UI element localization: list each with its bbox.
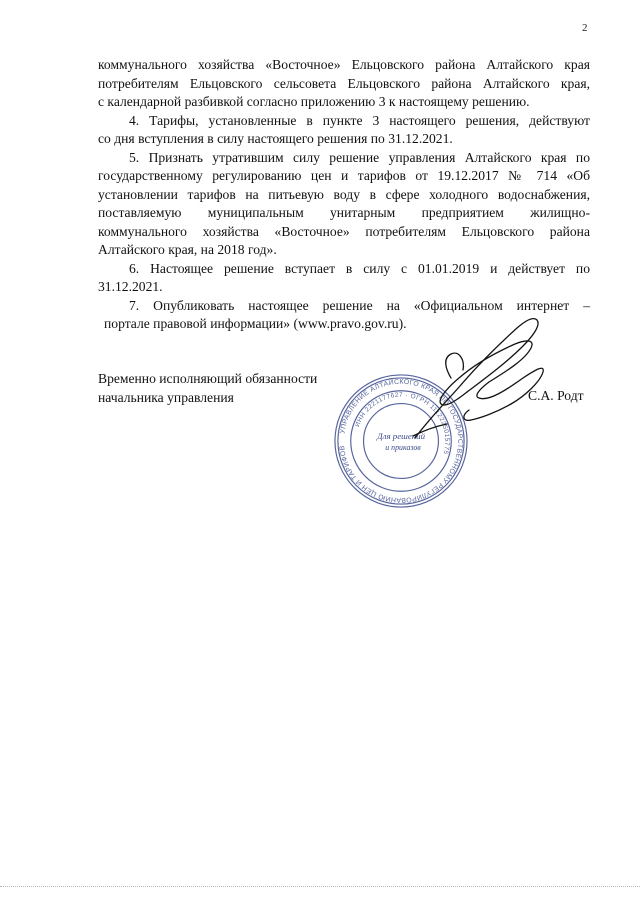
position-line-2: начальника управления	[98, 389, 234, 405]
handwritten-signature	[385, 308, 560, 448]
text-line: с календарной разбивкой согласно приложению 3 к настоящему решению.	[98, 94, 530, 109]
signatory-position	[98, 370, 358, 407]
text-line: коммунального хозяйства «Восточное» потребителям Ельцовского района	[98, 223, 590, 239]
text-line: коммунального хозяйства «Восточное» Ельцовского района Алтайского края	[98, 57, 590, 72]
text-line: потребителям Ельцовского сельсовета Ельцовского района Алтайского края,	[98, 75, 590, 91]
text-line: 31.12.2021.	[98, 279, 163, 294]
text-line: установлении тарифов на питьевую воду в сфере холодного водоснабжения,	[98, 186, 590, 202]
text-line: 4. Тарифы, установленные в пункте 3 настоящего решения, действуют	[129, 112, 590, 128]
paragraph-continuation	[98, 56, 590, 112]
text-line: государственному регулированию цен и тарифов от 19.12.2017 № 714 «Об	[98, 168, 590, 183]
seal-center-line-2: и приказов	[385, 442, 421, 452]
seal-outer-text: УПРАВЛЕНИЕ АЛТАЙСКОГО КРАЯ ПО ГОСУДАРСТВЕННОМУ РЕГУЛИРОВАНИЮ ЦЕН И ТАРИФОВ	[338, 378, 464, 504]
text-line: 7. Опубликовать настоящее решение на «Официальном интернет –	[129, 297, 590, 313]
text-line: со дня вступления в силу настоящего решения по 31.12.2021.	[98, 131, 453, 146]
page-number: 2	[582, 22, 588, 34]
text-line: Алтайского края, на 2018 год».	[98, 242, 277, 257]
seal-inner-text: ИНН 2221177627 · ОГРН 1112225015775	[354, 391, 451, 456]
text-line: 6. Настоящее решение вступает в силу с 01.01.2019 и действует по	[129, 260, 590, 276]
text-line: портале правовой информации» (www.pravo.gov.ru).	[104, 316, 407, 331]
signatory-name: С.А. Родт	[528, 388, 584, 403]
seal-center-line-1: Для решений	[376, 431, 426, 442]
text-line: поставляемую муниципальным унитарным предприятием жилищно-	[98, 205, 590, 220]
position-line-1: Временно исполняющий обязанности	[98, 371, 318, 386]
text-line: 5. Признать утратившим силу решение управления Алтайского края по	[129, 149, 590, 165]
document-body	[98, 56, 590, 334]
paragraph-item-4	[98, 112, 590, 149]
paragraph-item-5	[98, 149, 590, 260]
paragraph-item-6	[98, 260, 590, 297]
bottom-divider	[0, 886, 640, 887]
